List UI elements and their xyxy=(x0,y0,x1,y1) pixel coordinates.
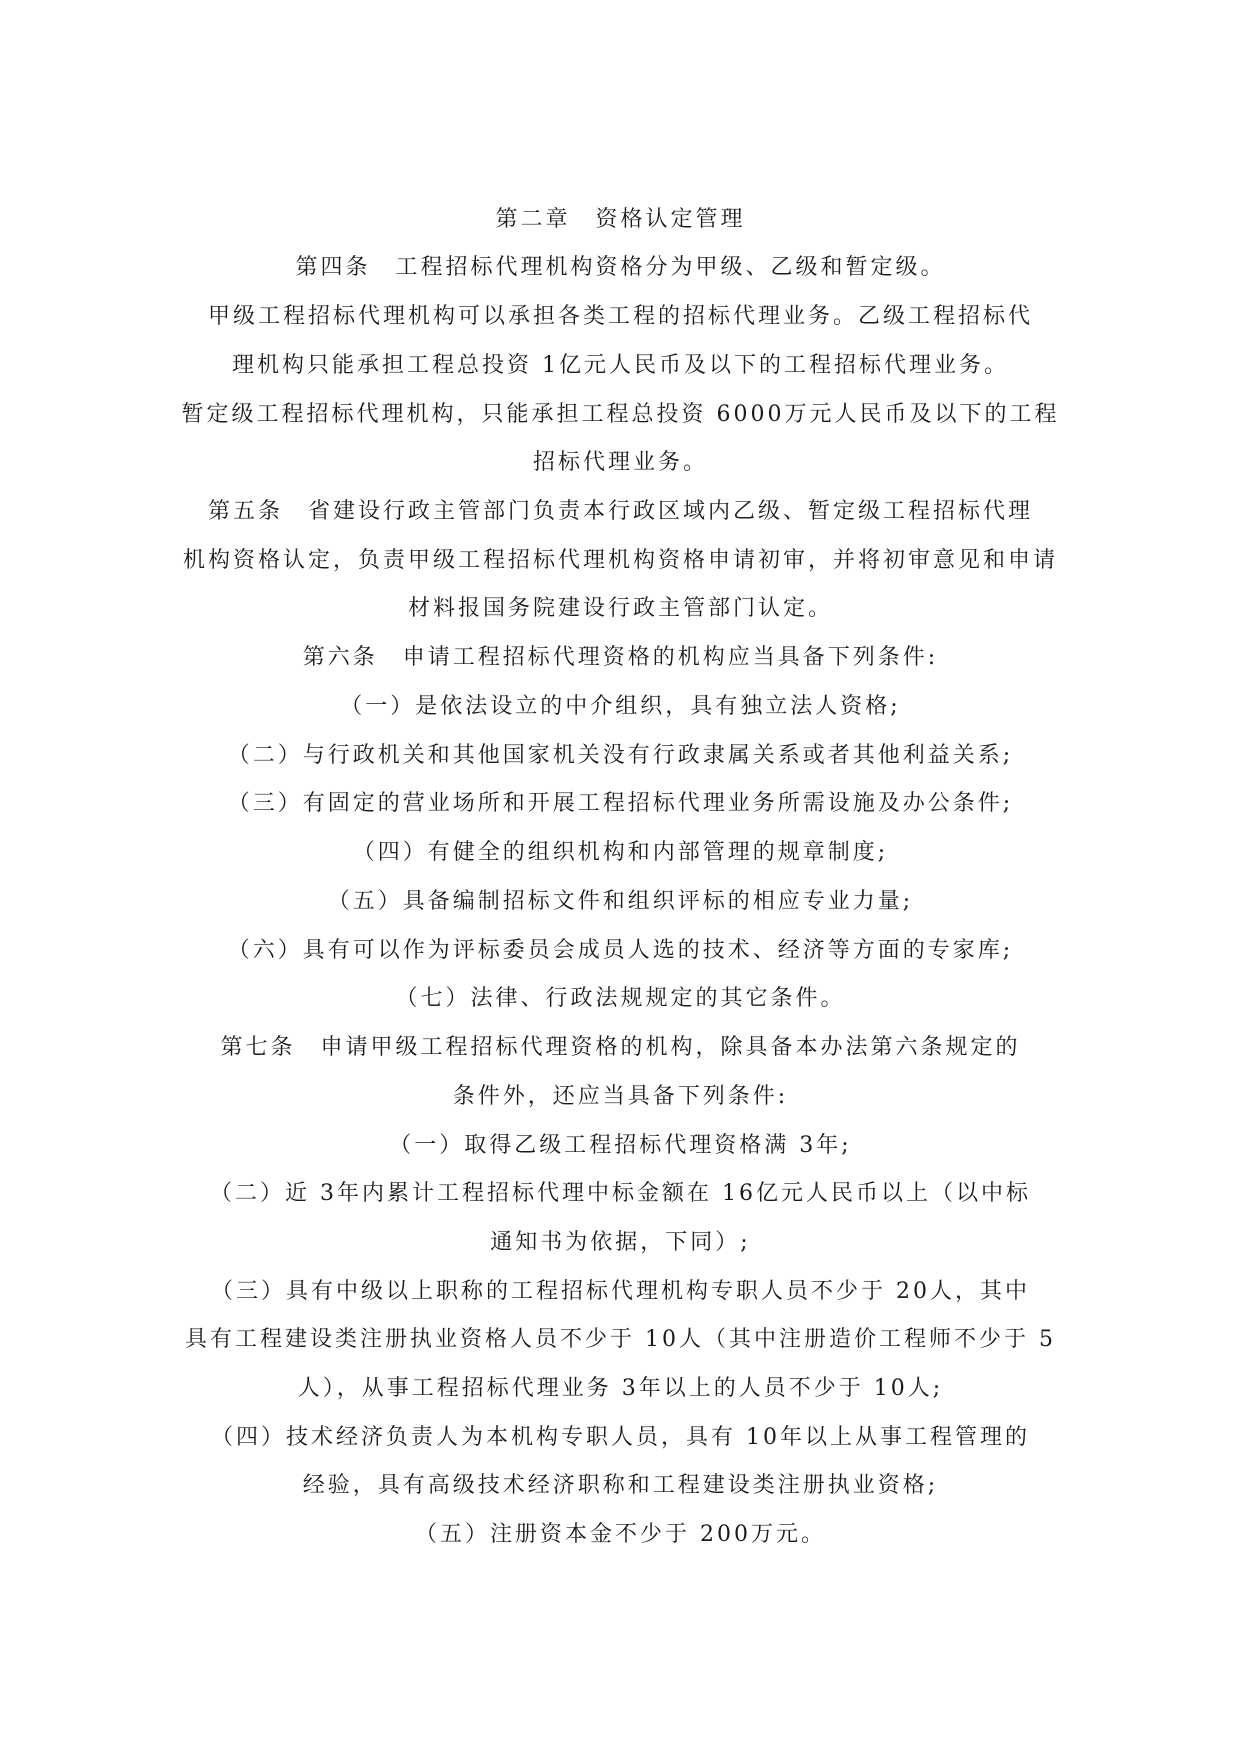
article-7-item-3-line-3: 人），从事工程招标代理业务 3年以上的人员不少于 10人; xyxy=(297,1376,944,1401)
article-4-line-2: 甲级工程招标代理机构可以承担各类工程的招标代理业务。乙级工程招标代 xyxy=(207,304,1033,329)
article-6-item-1: （一）是依法设立的中介组织，具有独立法人资格; xyxy=(340,694,901,719)
article-7-item-1: （一）取得乙级工程招标代理资格满 3年; xyxy=(389,1133,852,1158)
article-6-item-2: （二）与行政机关和其他国家机关没有行政隶属关系或者其他利益关系; xyxy=(227,743,1014,768)
article-7-line-2: 条件外，还应当具备下列条件: xyxy=(452,1084,789,1109)
article-7-item-4-line-2: 经验，具有高级技术经济职称和工程建设类注册执业资格; xyxy=(302,1473,939,1498)
article-6-heading: 第六条 申请工程招标代理资格的机构应当具备下列条件: xyxy=(302,645,939,670)
article-7-item-2-line-2: 通知书为依据，下同）; xyxy=(490,1230,751,1255)
article-7-item-5: （五）注册资本金不少于 200万元。 xyxy=(415,1522,826,1547)
article-6-item-3: （三）有固定的营业场所和开展工程招标代理业务所需设施及办公条件; xyxy=(227,791,1014,816)
article-7-line-1: 第七条 申请甲级工程招标代理资格的机构，除具备本办法第六条规定的 xyxy=(220,1035,1021,1060)
article-6-item-4: （四）有健全的组织机构和内部管理的规章制度; xyxy=(352,840,889,865)
article-5-line-1: 第五条 省建设行政主管部门负责本行政区域内乙级、暂定级工程招标代理 xyxy=(207,499,1033,524)
article-6-item-6: （六）具有可以作为评标委员会成员人选的技术、经济等方面的专家库; xyxy=(227,938,1014,963)
article-5-line-2: 机构资格认定，负责甲级工程招标代理机构资格申请初审，并将初审意见和申请 xyxy=(182,548,1058,573)
article-6-item-5: （五）具备编制招标文件和组织评标的相应专业力量; xyxy=(327,889,914,914)
article-4-line-4: 暂定级工程招标代理机构，只能承担工程总投资 6000万元人民币及以下的工程 xyxy=(181,402,1060,427)
chapter-heading: 第二章 资格认定管理 xyxy=(495,207,746,232)
article-4-line-1: 第四条 工程招标代理机构资格分为甲级、乙级和暂定级。 xyxy=(295,255,946,280)
article-7-item-3-line-1: （三）具有中级以上职称的工程招标代理机构专职人员不少于 20人，其中 xyxy=(211,1279,1030,1304)
article-7-item-2-line-1: （二）近 3年内累计工程招标代理中标金额在 16亿元人民币以上（以中标 xyxy=(210,1181,1031,1206)
article-5-line-3: 材料报国务院建设行政主管部门认定。 xyxy=(407,596,833,621)
article-7-item-3-line-2: 具有工程建设类注册执业资格人员不少于 10人（其中注册造价工程师不少于 5 xyxy=(185,1327,1056,1352)
article-4-line-3: 理机构只能承担工程总投资 1亿元人民币及以下的工程招标代理业务。 xyxy=(232,353,1009,378)
article-7-item-4-line-1: （四）技术经济负责人为本机构专职人员，具有 10年以上从事工程管理的 xyxy=(211,1425,1030,1450)
article-6-item-7: （七）法律、行政法规规定的其它条件。 xyxy=(395,986,846,1011)
article-4-line-5: 招标代理业务。 xyxy=(532,450,708,475)
